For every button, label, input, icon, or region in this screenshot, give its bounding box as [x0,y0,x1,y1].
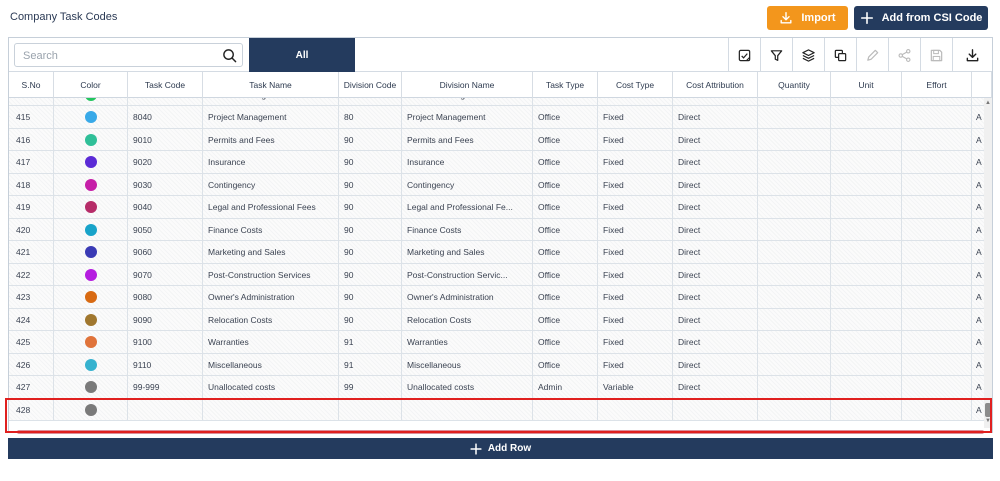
attribution-cell[interactable]: Direct [673,309,758,332]
search-input[interactable] [23,47,213,64]
column-header-effort[interactable]: Effort [902,72,972,98]
type-cell[interactable]: Admin [533,376,598,399]
code-cell[interactable]: 9010 [128,129,203,152]
filter-button[interactable] [760,38,792,72]
qty-cell[interactable] [758,219,831,242]
grid-header [9,72,992,98]
cost-type-cell[interactable]: Fixed [598,106,673,129]
column-header-unit[interactable]: Unit [831,72,902,98]
table-row[interactable] [9,286,984,309]
overflow-cell: A [976,202,982,213]
code-cell[interactable]: 9050 [128,219,203,242]
overflow-cell: A [976,359,982,370]
cost-type-cell[interactable]: Fixed [598,151,673,174]
type-cell[interactable]: Office [533,264,598,287]
code-cell[interactable]: 8040 [128,106,203,129]
import-button[interactable] [767,6,848,30]
overflow-cell: A [976,134,982,145]
column-header-div-name[interactable]: Division Name [402,72,533,98]
div-code-cell[interactable]: 90 [339,129,402,152]
div-name-cell[interactable]: Post-Construction Servic... [402,264,533,287]
name-cell[interactable]: Post-Construction Services [203,264,339,287]
table-row[interactable] [9,354,984,377]
table-row[interactable] [9,129,984,152]
div-name-cell[interactable]: Relocation Costs [402,309,533,332]
attribution-cell[interactable]: Direct [673,264,758,287]
layers-icon [801,48,816,63]
attribution-cell[interactable]: Direct [673,196,758,219]
code-cell[interactable]: 9020 [128,151,203,174]
checklist-icon [737,48,752,63]
vertical-scrollbar[interactable] [984,98,992,428]
name-cell[interactable]: Relocation Costs [203,309,339,332]
column-header-type[interactable]: Task Type [533,72,598,98]
column-header-qty[interactable]: Quantity [758,72,831,98]
code-cell[interactable]: 9080 [128,286,203,309]
unit-cell[interactable] [831,129,902,152]
effort-cell[interactable] [902,331,972,354]
code-cell[interactable]: 9110 [128,354,203,377]
cost-type-cell[interactable]: Fixed [598,241,673,264]
name-cell[interactable]: Contingency [203,174,339,197]
attribution-cell[interactable]: Direct [673,376,758,399]
overflow-cell: A [976,269,982,280]
import-label: Import [801,12,836,24]
color-swatch[interactable] [85,156,97,168]
cost-type-cell[interactable]: Fixed [598,174,673,197]
column-header-sno[interactable]: S.No [9,72,54,98]
div-code-cell[interactable] [339,399,402,422]
div-name-cell[interactable]: Owner's Administration [402,286,533,309]
overflow-cell: A [976,382,982,393]
effort-cell[interactable] [902,399,972,422]
attribution-cell[interactable]: Direct [673,241,758,264]
div-code-cell[interactable]: 91 [339,354,402,377]
name-cell[interactable]: Warranties [203,331,339,354]
div-code-cell[interactable]: 90 [339,151,402,174]
color-swatch[interactable] [85,179,97,191]
attribution-cell[interactable]: Direct [673,286,758,309]
search-box [14,43,243,67]
unit-cell[interactable] [831,399,902,422]
attribution-cell[interactable]: Direct [673,219,758,242]
div-code-cell[interactable]: 91 [339,331,402,354]
table-row[interactable] [9,241,984,264]
sno-cell[interactable]: 426 [9,354,54,377]
div-name-cell[interactable]: Contingency [402,174,533,197]
code-cell[interactable]: 9040 [128,196,203,219]
checklist-button[interactable] [728,38,760,72]
effort-cell[interactable] [902,264,972,287]
qty-cell[interactable] [758,151,831,174]
unit-cell[interactable] [831,174,902,197]
layers-button[interactable] [792,38,824,72]
name-cell[interactable]: Miscellaneous [203,354,339,377]
search-icon[interactable] [222,48,237,63]
type-cell[interactable]: Office [533,196,598,219]
table-row[interactable] [9,174,984,197]
color-swatch[interactable] [85,404,97,416]
type-cell[interactable]: Office [533,151,598,174]
attribution-cell[interactable]: Direct [673,106,758,129]
qty-cell[interactable] [758,331,831,354]
code-cell[interactable]: 9030 [128,174,203,197]
name-cell[interactable] [203,399,339,422]
table-row[interactable] [9,399,984,422]
name-cell[interactable]: Project Management [203,106,339,129]
code-cell[interactable]: 9060 [128,241,203,264]
table-row[interactable] [9,376,984,399]
type-cell[interactable]: Office [533,286,598,309]
overflow-cell: A [976,157,982,168]
effort-cell[interactable] [902,196,972,219]
effort-cell[interactable] [902,354,972,377]
unit-cell[interactable] [831,376,902,399]
unit-cell[interactable] [831,219,902,242]
type-cell[interactable]: Office [533,174,598,197]
type-cell[interactable]: Office [533,129,598,152]
overflow-cell: A [976,404,982,415]
type-cell[interactable]: Office [533,354,598,377]
div-name-cell[interactable] [402,399,533,422]
plus-icon [860,11,874,25]
vertical-scroll-thumb[interactable] [985,403,991,417]
effort-cell[interactable] [902,129,972,152]
sno-cell[interactable]: 427 [9,376,54,399]
qty-cell[interactable] [758,376,831,399]
table-row[interactable] [9,151,984,174]
div-code-cell[interactable]: 90 [339,264,402,287]
color-swatch[interactable] [85,336,97,348]
name-cell[interactable]: Marketing and Sales [203,241,339,264]
div-name-cell[interactable]: Warranties [402,331,533,354]
sno-cell[interactable]: 422 [9,264,54,287]
effort-cell[interactable] [902,106,972,129]
code-cell[interactable] [128,399,203,422]
sno-cell[interactable]: 419 [9,196,54,219]
overflow-cell: A [976,247,982,258]
sno-cell[interactable]: 417 [9,151,54,174]
color-cell[interactable] [54,331,128,354]
div-name-cell[interactable]: Project Management [402,106,533,129]
qty-cell[interactable] [758,196,831,219]
color-swatch[interactable] [85,111,97,123]
color-cell[interactable] [54,174,128,197]
color-cell[interactable] [54,399,128,422]
name-cell[interactable]: Owner's Administration [203,286,339,309]
color-cell[interactable] [54,354,128,377]
color-swatch[interactable] [85,246,97,258]
unit-cell[interactable] [831,264,902,287]
color-cell[interactable] [54,286,128,309]
copy-icon [833,48,848,63]
cost-type-cell[interactable]: Fixed [598,286,673,309]
qty-cell[interactable] [758,174,831,197]
table-row[interactable] [9,219,984,242]
qty-cell[interactable] [758,106,831,129]
div-name-cell[interactable]: Miscellaneous [402,354,533,377]
qty-cell[interactable] [758,354,831,377]
name-cell[interactable]: Insurance [203,151,339,174]
table-row[interactable] [9,106,984,129]
attribution-cell[interactable]: Direct [673,354,758,377]
add-from-csi-label: Add from CSI Code [881,12,983,24]
sno-cell[interactable]: 423 [9,286,54,309]
unit-cell[interactable] [831,151,902,174]
effort-cell[interactable] [902,286,972,309]
effort-cell[interactable] [902,174,972,197]
page-title: Company Task Codes [10,11,118,23]
div-name-cell[interactable]: Permits and Fees [402,129,533,152]
attribution-cell[interactable]: Direct [673,151,758,174]
attribution-cell[interactable]: Direct [673,174,758,197]
filter-icon [769,48,784,63]
qty-cell[interactable] [758,399,831,422]
column-header-code[interactable]: Task Code [128,72,203,98]
table-row[interactable] [9,331,984,354]
div-code-cell[interactable]: 80 [339,106,402,129]
color-swatch[interactable] [85,359,97,371]
cost-type-cell[interactable]: Fixed [598,196,673,219]
import-icon [779,11,793,25]
column-header-overflow [972,72,992,98]
table-row[interactable] [9,264,984,287]
color-swatch[interactable] [85,269,97,281]
share-button[interactable] [888,38,920,72]
unit-cell[interactable] [831,106,902,129]
scroll-down-icon[interactable]: ▼ [985,418,991,424]
grid-toolbar [9,38,992,72]
color-swatch[interactable] [85,201,97,213]
color-swatch[interactable] [85,291,97,303]
sno-cell[interactable]: 424 [9,309,54,332]
sno-cell[interactable]: 421 [9,241,54,264]
attribution-cell[interactable]: Direct [673,331,758,354]
name-cell[interactable]: Permits and Fees [203,129,339,152]
column-header-cost-type[interactable]: Cost Type [598,72,673,98]
unit-cell[interactable] [831,241,902,264]
unit-cell[interactable] [831,286,902,309]
code-cell[interactable]: 9100 [128,331,203,354]
name-cell[interactable]: Unallocated costs [203,376,339,399]
cost-type-cell[interactable]: Fixed [598,354,673,377]
color-cell[interactable] [54,151,128,174]
color-cell[interactable] [54,219,128,242]
overflow-cell: A [976,337,982,348]
color-swatch[interactable] [85,381,97,393]
edit-button[interactable] [856,38,888,72]
name-cell[interactable]: Finance Costs [203,219,339,242]
save-button[interactable] [920,38,952,72]
table-row[interactable] [9,196,984,219]
effort-cell[interactable] [902,309,972,332]
column-header-name[interactable]: Task Name [203,72,339,98]
cost-type-cell[interactable]: Variable [598,376,673,399]
name-cell[interactable]: Legal and Professional Fees [203,196,339,219]
color-cell[interactable] [54,106,128,129]
unit-cell[interactable] [831,309,902,332]
cost-type-cell[interactable]: Fixed [598,219,673,242]
tab-all[interactable]: All [249,38,355,72]
add-from-csi-button[interactable] [854,6,988,30]
div-code-cell[interactable]: 90 [339,309,402,332]
column-header-div-code[interactable]: Division Code [339,72,402,98]
add-row-button[interactable] [8,438,993,459]
sno-cell[interactable]: 415 [9,106,54,129]
cost-type-cell[interactable]: Fixed [598,309,673,332]
overflow-cell: A [976,224,982,235]
color-cell[interactable] [54,264,128,287]
div-name-cell[interactable]: Unallocated costs [402,376,533,399]
cost-type-cell[interactable]: Fixed [598,129,673,152]
column-header-color[interactable]: Color [54,72,128,98]
type-cell[interactable]: Office [533,219,598,242]
sno-cell[interactable]: 416 [9,129,54,152]
color-swatch[interactable] [85,134,97,146]
color-cell[interactable] [54,129,128,152]
sno-cell[interactable]: 428 [9,399,54,422]
download-button[interactable] [952,38,992,72]
div-name-cell[interactable]: Insurance [402,151,533,174]
div-code-cell[interactable]: 90 [339,286,402,309]
edit-icon [865,48,880,63]
div-code-cell[interactable]: 99 [339,376,402,399]
type-cell[interactable]: Office [533,309,598,332]
effort-cell[interactable] [902,151,972,174]
color-cell[interactable] [54,196,128,219]
div-name-cell[interactable]: Legal and Professional Fe... [402,196,533,219]
column-header-attribution[interactable]: Cost Attribution [673,72,758,98]
qty-cell[interactable] [758,264,831,287]
div-code-cell[interactable]: 90 [339,241,402,264]
unit-cell[interactable] [831,331,902,354]
cost-type-cell[interactable]: Fixed [598,264,673,287]
task-codes-grid [9,72,992,428]
type-cell[interactable] [533,399,598,422]
color-cell[interactable] [54,309,128,332]
task-codes-panel [8,37,993,433]
plus-icon [470,443,482,455]
add-row-label: Add Row [487,443,532,454]
sno-cell[interactable]: 420 [9,219,54,242]
horizontal-scrollbar[interactable] [17,430,984,434]
effort-cell[interactable] [902,376,972,399]
color-swatch[interactable] [85,224,97,236]
overflow-cell: A [976,112,982,123]
top-bar [0,0,1000,36]
div-code-cell[interactable]: 90 [339,174,402,197]
unit-cell[interactable] [831,196,902,219]
download-icon [965,48,980,63]
effort-cell[interactable] [902,241,972,264]
overflow-cell: A [976,314,982,325]
type-cell[interactable]: Office [533,241,598,264]
scroll-up-icon[interactable]: ▲ [985,100,991,106]
unit-cell[interactable] [831,354,902,377]
qty-cell[interactable] [758,129,831,152]
code-cell[interactable]: 9070 [128,264,203,287]
code-cell[interactable]: 99-999 [128,376,203,399]
div-code-cell[interactable]: 90 [339,196,402,219]
color-cell[interactable] [54,376,128,399]
save-icon [929,48,944,63]
cost-type-cell[interactable] [598,399,673,422]
share-icon [897,48,912,63]
attribution-cell[interactable] [673,399,758,422]
overflow-cell: A [976,179,982,190]
code-cell[interactable]: 9090 [128,309,203,332]
copy-button[interactable] [824,38,856,72]
attribution-cell[interactable]: Direct [673,129,758,152]
sno-cell[interactable]: 425 [9,331,54,354]
sno-cell[interactable]: 418 [9,174,54,197]
div-name-cell[interactable]: Finance Costs [402,219,533,242]
cost-type-cell[interactable]: Fixed [598,331,673,354]
color-cell[interactable] [54,241,128,264]
type-cell[interactable]: Office [533,106,598,129]
qty-cell[interactable] [758,286,831,309]
effort-cell[interactable] [902,219,972,242]
div-name-cell[interactable]: Marketing and Sales [402,241,533,264]
qty-cell[interactable] [758,309,831,332]
table-row[interactable] [9,309,984,332]
overflow-cell: A [976,292,982,303]
qty-cell[interactable] [758,241,831,264]
color-swatch[interactable] [85,314,97,326]
div-code-cell[interactable]: 90 [339,219,402,242]
type-cell[interactable]: Office [533,331,598,354]
